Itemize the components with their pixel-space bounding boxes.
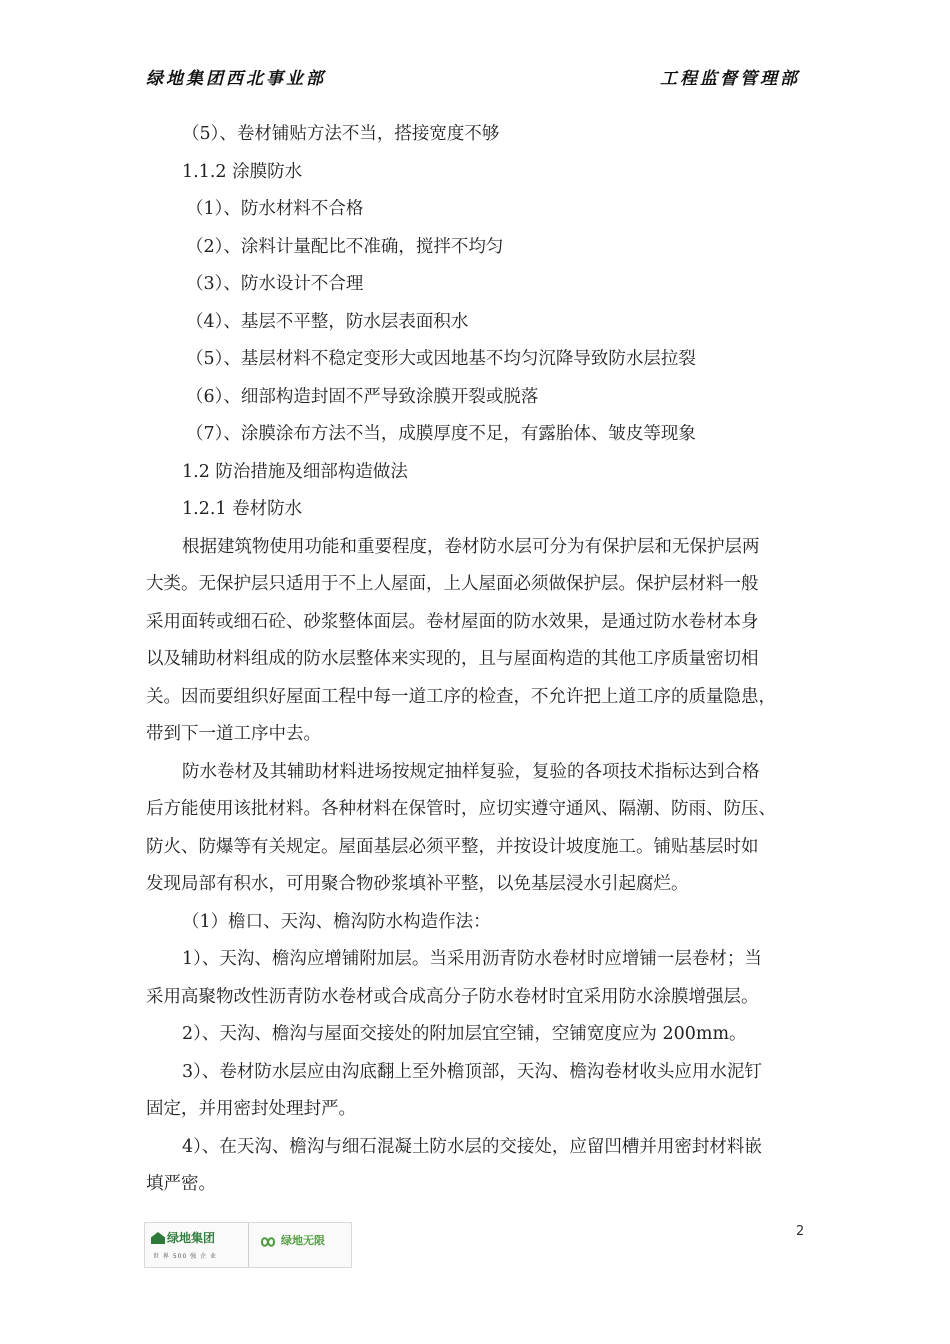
paragraph-line: 采用高聚物改性沥青防水卷材或合成高分子防水卷材时宜采用防水涂膜增强层。: [146, 986, 759, 1007]
greenland-infinite-logo: [249, 1223, 351, 1267]
logo-left-tag: 世 界 500 强 企 业: [153, 1253, 217, 1260]
logo-right-name: 绿地无限: [281, 1234, 325, 1247]
paragraph-line: 大类。无保护层只适用于不上人屋面，上人屋面必须做保护层。保护层材料一般: [146, 574, 759, 594]
section-heading: 1.2 防治措施及细部构造做法: [182, 461, 408, 482]
infinity-loop-icon: [257, 1235, 279, 1249]
section-heading: 1.2.1 卷材防水: [182, 499, 303, 519]
paragraph-line: 发现局部有积水，可用聚合物砂浆填补平整，以免基层浸水引起腐烂。: [146, 874, 689, 894]
footer-logo: [144, 1222, 352, 1268]
paragraph-line: 4）、在天沟、檐沟与细石混凝土防水层的交接处，应留凹槽并用密封材料嵌: [182, 1136, 762, 1157]
paragraph: [146, 904, 808, 942]
list-item: （5）、卷材铺贴方法不当，搭接宽度不够: [182, 124, 500, 144]
list-item: （1）、防水材料不合格: [186, 199, 364, 219]
paragraph-line: 固定，并用密封处理封严。: [146, 1099, 356, 1119]
paragraph-line: 3）、卷材防水层应由沟底翻上至外檐顶部，天沟、檐沟卷材收头应用水泥钉: [182, 1061, 762, 1082]
list-item: （7）、涂膜涂布方法不当，成膜厚度不足，有露胎体、皱皮等现象: [186, 424, 696, 444]
logo-left-name: 绿地集团: [167, 1231, 216, 1245]
paragraph-line: 1）、天沟、檐沟应增铺附加层。当采用沥青防水卷材时应增铺一层卷材；当: [182, 949, 762, 969]
paragraph: [146, 1016, 808, 1054]
list-item: （3）、防水设计不合理: [186, 274, 364, 294]
paragraph-line: 2）、天沟、檐沟与屋面交接处的附加层宜空铺，空铺宽度应为 200mm。: [182, 1024, 747, 1044]
house-icon: [151, 1232, 165, 1244]
paragraph-line: 防火、防爆等有关规定。屋面基层必须平整，并按设计坡度施工。铺贴基层时如: [146, 836, 759, 857]
paragraph-line: 以及辅助材料组成的防水层整体来实现的，且与屋面构造的其他工序质量密切相: [146, 649, 759, 669]
paragraph-line: （1）檐口、天沟、檐沟防水构造作法：: [182, 911, 491, 932]
paragraph-line: 带到下一道工序中去。: [146, 724, 321, 744]
paragraph-line: 后方能使用该批材料。各种材料在保管时，应切实遵守通风、隔潮、防雨、防压、: [146, 799, 776, 819]
paragraph-line: 填严密。: [146, 1174, 216, 1194]
paragraph-line: 防水卷材及其辅助材料进场按规定抽样复验，复验的各项技术指标达到合格: [182, 761, 760, 782]
list-item: （4）、基层不平整，防水层表面积水: [186, 311, 469, 332]
paragraph-line: 采用面转或细石砼、砂浆整体面层。卷材屋面的防水效果，是通过防水卷材本身: [146, 611, 759, 632]
paragraph: [146, 1054, 808, 1129]
paragraph-line: 关。因而要组织好屋面工程中每一道工序的检查，不允许把上道工序的质量隐患，: [146, 686, 776, 707]
document-body: [146, 116, 808, 1204]
paragraph: [146, 1129, 808, 1204]
paragraph: [146, 754, 808, 904]
section-heading: 1.1.2 涂膜防水: [182, 161, 303, 182]
paragraph: [146, 529, 808, 754]
header-department: 工程监督管理部: [660, 69, 800, 89]
list-item: （2）、涂料计量配比不准确，搅拌不均匀: [186, 236, 504, 257]
list-item: （6）、细部构造封固不严导致涂膜开裂或脱落: [186, 386, 539, 407]
paragraph: [146, 941, 808, 1016]
greenland-group-logo: [145, 1223, 249, 1267]
list-item: （5）、基层材料不稳定变形大或因地基不均匀沉降导致防水层拉裂: [186, 349, 696, 369]
header-org: 绿地集团西北事业部: [146, 69, 326, 89]
page-header: [146, 64, 800, 92]
paragraph-line: 根据建筑物使用功能和重要程度，卷材防水层可分为有保护层和无保护层两: [182, 536, 760, 557]
page-number: 2: [796, 1224, 805, 1239]
